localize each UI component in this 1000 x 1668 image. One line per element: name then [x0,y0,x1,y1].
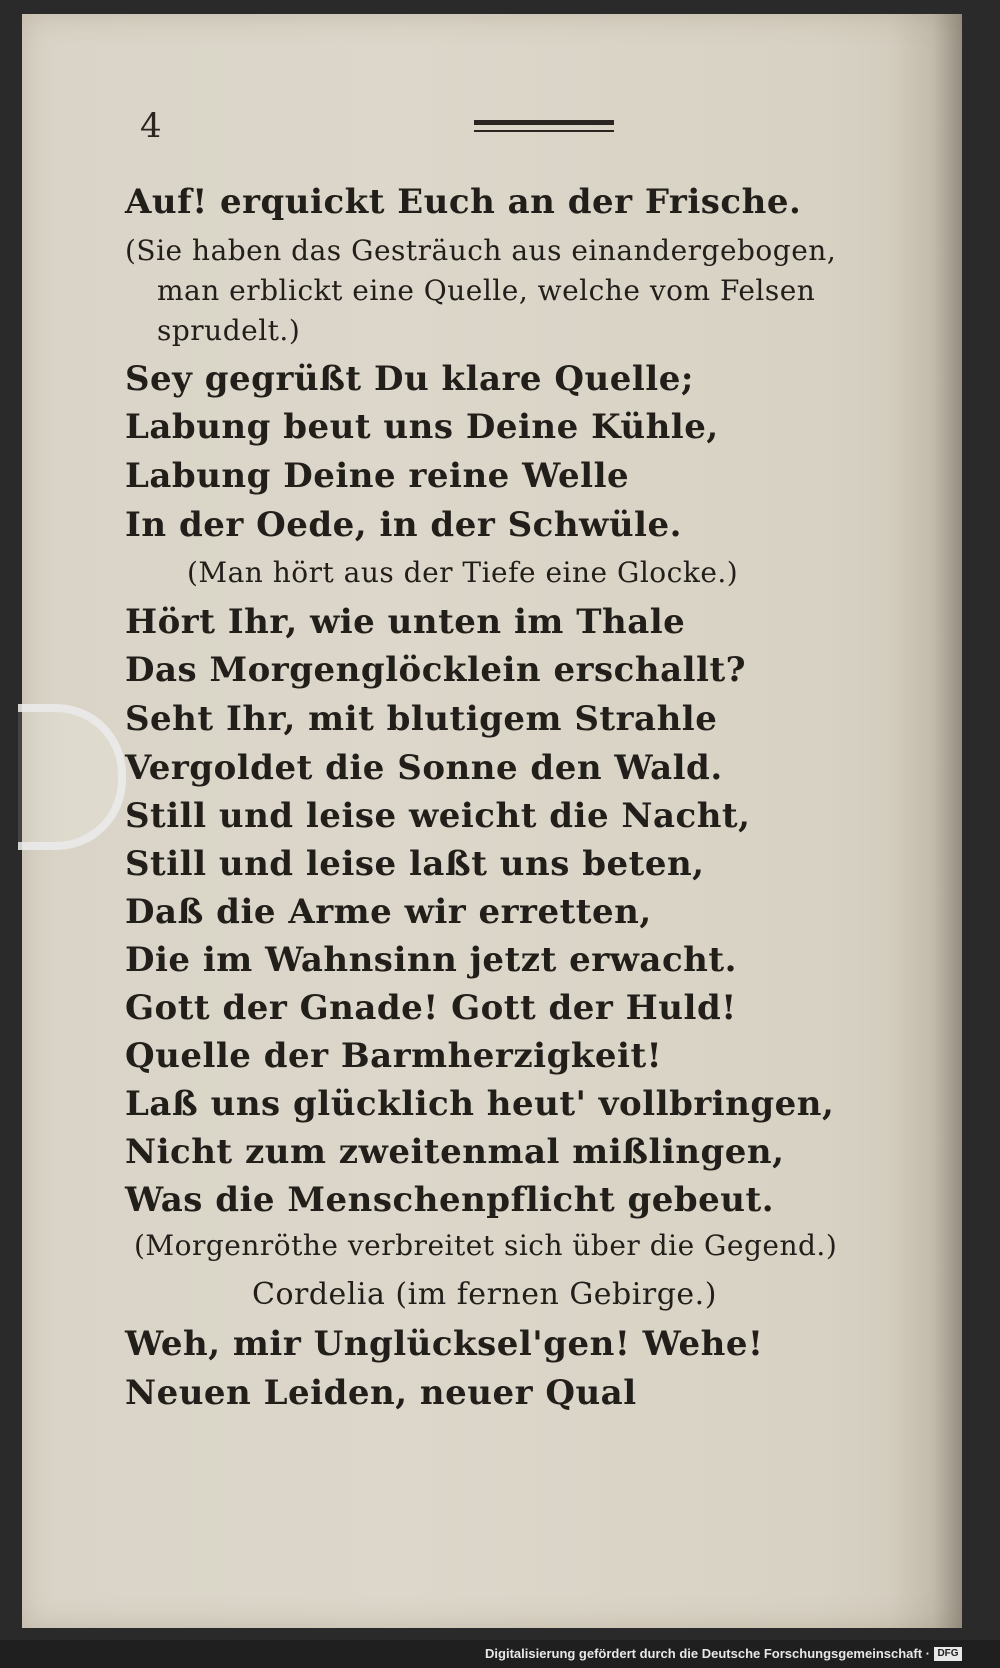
stage-direction: (Man hört aus der Tiefe eine Glocke.) [187,556,739,589]
dfg-logo-icon: DFG [934,1647,962,1661]
text-line: Nicht zum zweitenmal mißlingen, [125,1132,785,1172]
text-line: Die im Wahnsinn jetzt erwacht. [125,940,737,980]
text-line: Quelle der Barmherzigkeit! [125,1036,663,1076]
text-line: Vergoldet die Sonne den Wald. [125,748,723,788]
text-line: Hört Ihr, wie unten im Thale [125,602,686,642]
page-number: 4 [140,106,162,146]
text-line: Sey gegrüßt Du klare Quelle; [125,359,694,399]
header-rule-thin [474,130,614,132]
stage-direction: (Sie haben das Gesträuch aus einandergebogen, [125,234,837,267]
book-page [22,14,962,1628]
text-line: Labung Deine reine Welle [125,456,630,496]
text-line: Labung beut uns Deine Kühle, [125,407,719,447]
paper-clip-icon [18,704,126,850]
text-line: Weh, mir Unglücksel'gen! Wehe! [125,1324,764,1364]
text-line: Still und leise weicht die Nacht, [125,796,751,836]
stage-direction: sprudelt.) [157,314,301,347]
text-line: Still und leise laßt uns beten, [125,844,705,884]
text-line: Daß die Arme wir erretten, [125,892,652,932]
text-line: In der Oede, in der Schwüle. [125,505,682,545]
text-line: Was die Menschenpflicht gebeut. [125,1180,775,1220]
text-line: Neuen Leiden, neuer Qual [125,1373,637,1413]
page-header [122,106,662,146]
header-rule-thick [474,120,614,125]
text-line: Laß uns glücklich heut' vollbringen, [125,1084,835,1124]
stage-direction: man erblickt eine Quelle, welche vom Felsen [157,274,816,307]
text-line: Gott der Gnade! Gott der Huld! [125,988,737,1028]
page-edge-shadow [890,14,962,1628]
text-line: Auf! erquickt Euch an der Frische. [125,182,802,222]
footer-credit: Digitalisierung gefördert durch die Deutsche Forschungsgemeinschaft · [485,1646,930,1661]
speaker-label: Cordelia (im fernen Gebirge.) [252,1277,717,1312]
text-line: Das Morgenglöcklein erschallt? [125,650,747,690]
digitization-footer [0,1644,1000,1664]
stage-direction: (Morgenröthe verbreitet sich über die Gegend.) [134,1229,838,1262]
text-line: Seht Ihr, mit blutigem Strahle [125,699,718,739]
